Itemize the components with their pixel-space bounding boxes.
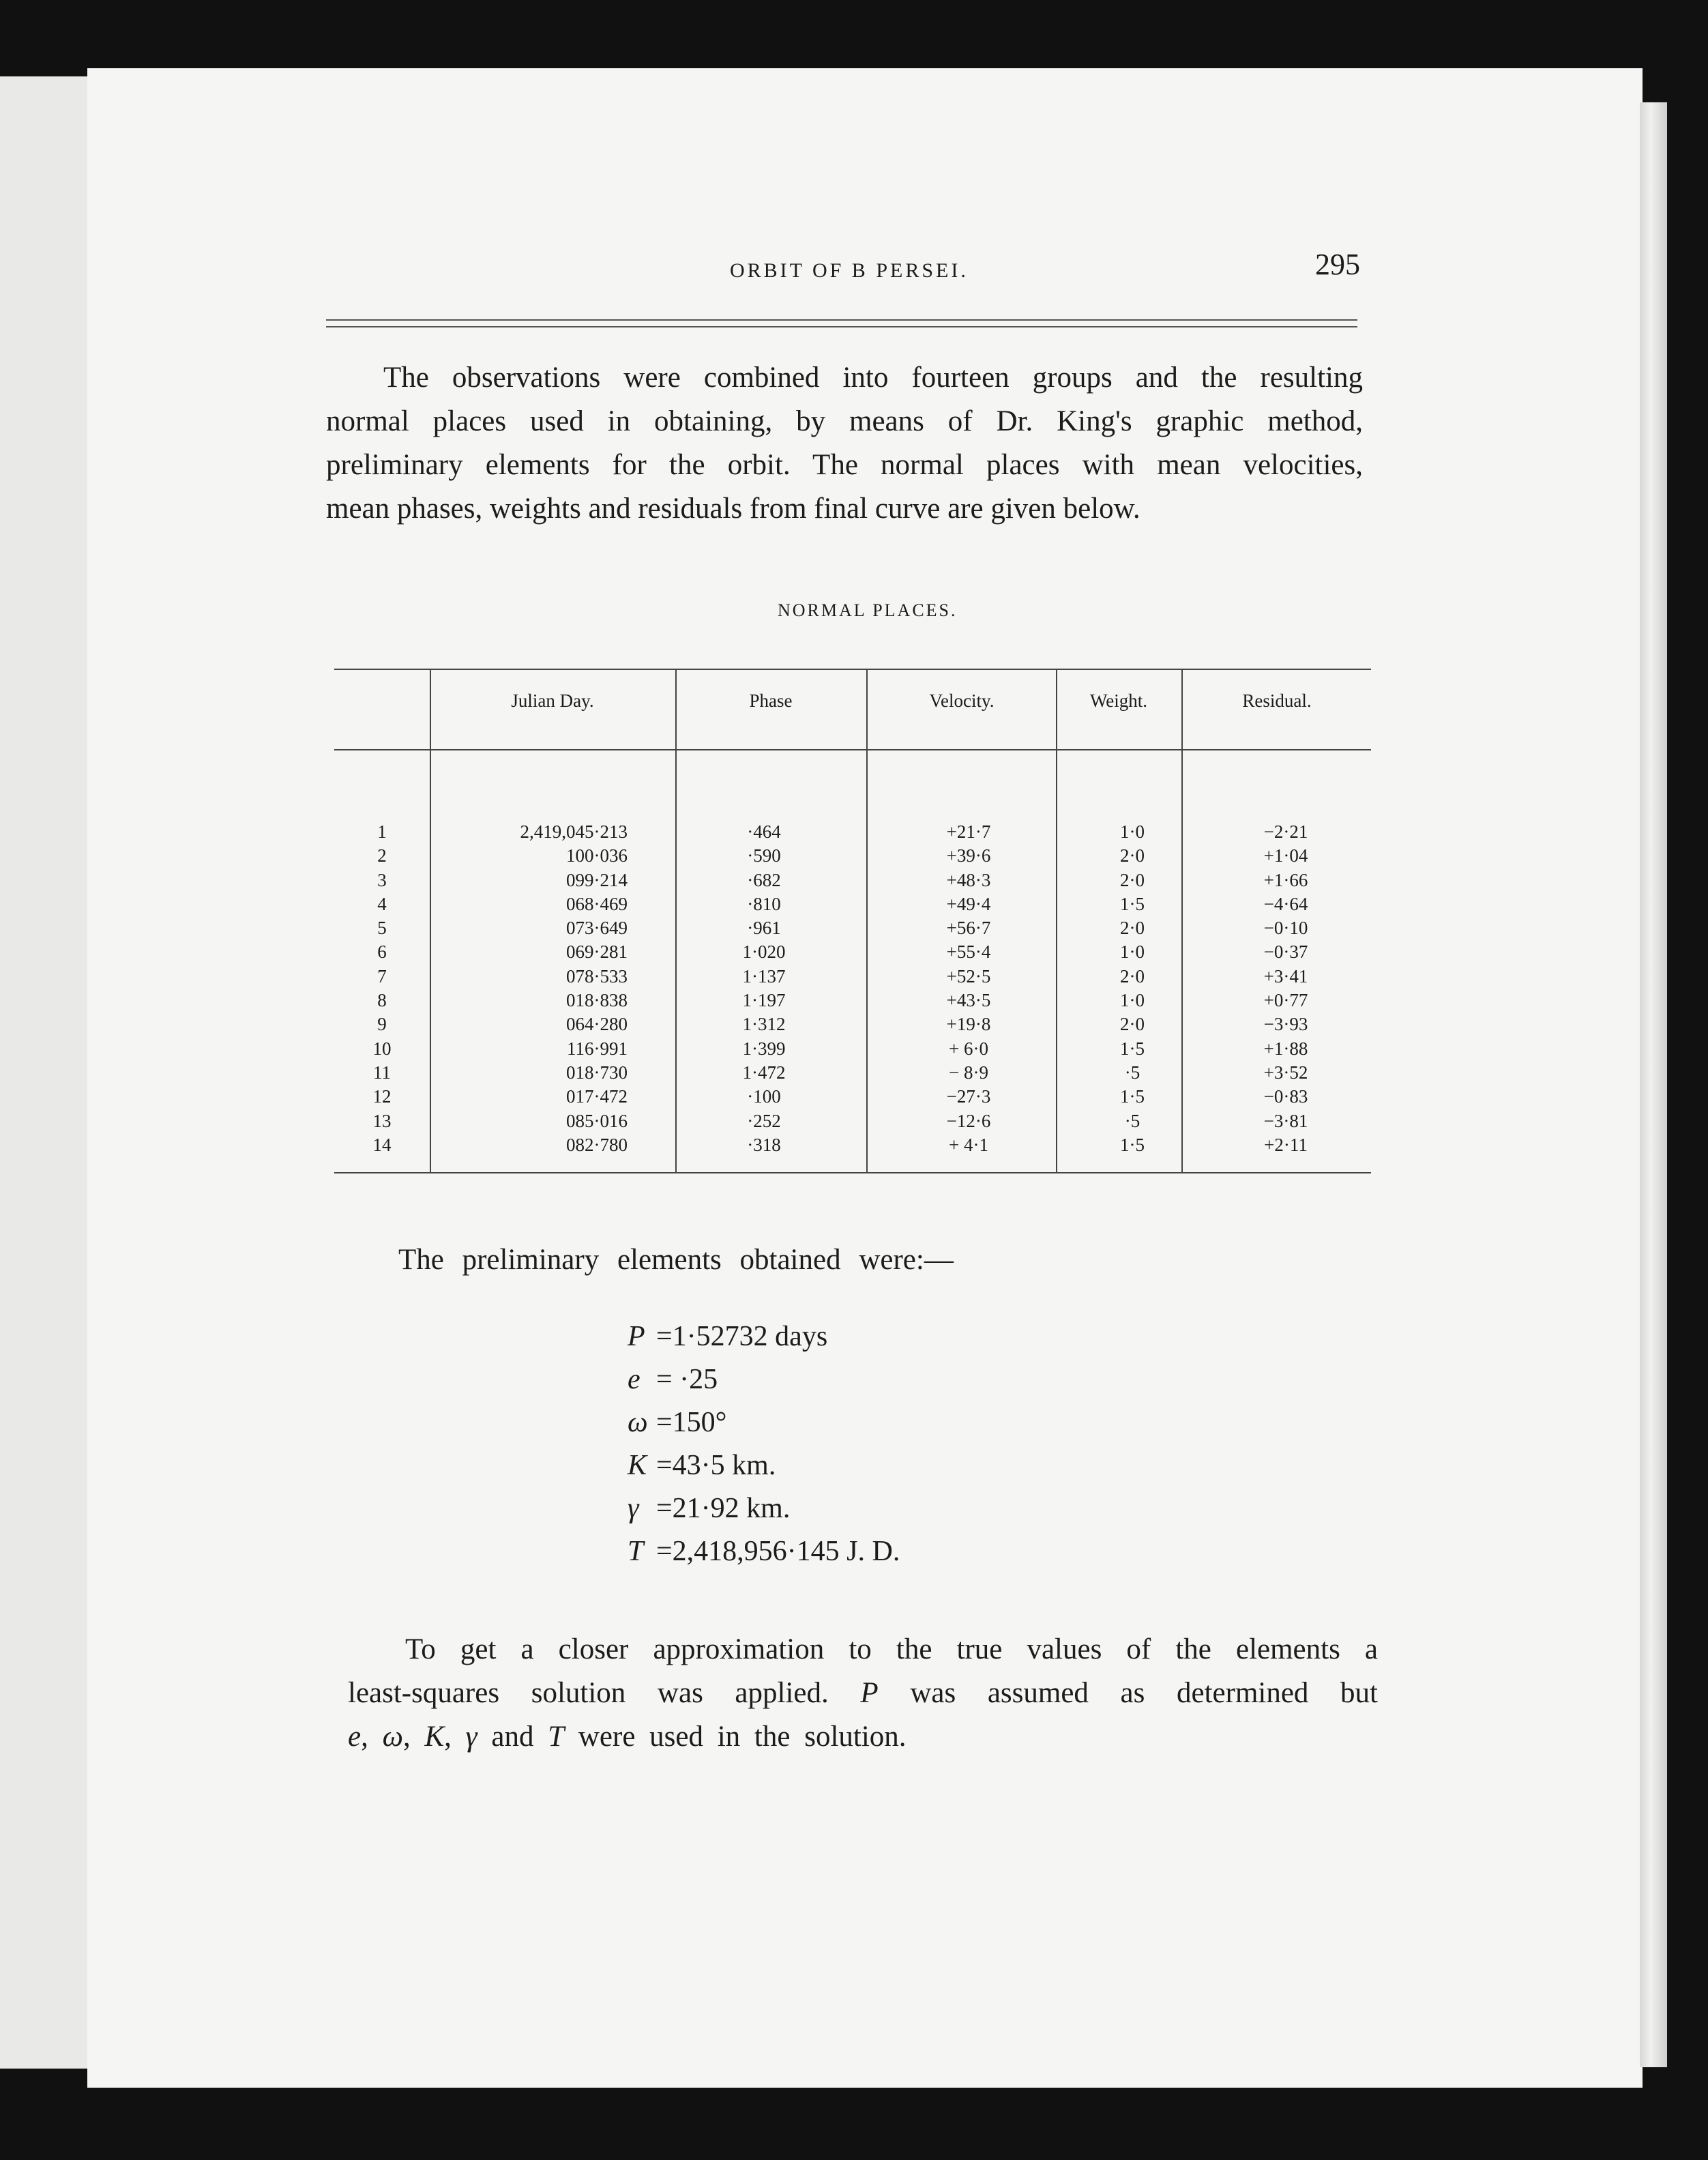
residual-value: −2·21 <box>1263 821 1308 842</box>
phase-value: 1·197 <box>742 990 786 1011</box>
velocity-value: +48·3 <box>946 869 991 890</box>
row-number: 13 <box>372 1110 392 1131</box>
preliminary-lead: The preliminary elements obtained were:— <box>398 1244 954 1276</box>
phase-value: 1·312 <box>742 1014 786 1035</box>
closing-line-2 <box>348 1672 1378 1715</box>
residual-value: −0·37 <box>1263 942 1308 963</box>
symbol-gamma: γ <box>465 1721 477 1753</box>
row-number: 2 <box>377 845 387 866</box>
residual-value: −3·93 <box>1263 1014 1308 1035</box>
weight-value: 1·0 <box>1120 821 1145 842</box>
header-residual: Residual. <box>1242 690 1312 711</box>
table-column-rule <box>430 669 431 1173</box>
residual-value: −4·64 <box>1263 893 1308 914</box>
symbol-k: K <box>424 1721 445 1753</box>
residual-value: +1·88 <box>1263 1038 1308 1059</box>
weight-value: 1·5 <box>1120 1134 1145 1155</box>
facing-page-edge <box>0 76 89 2069</box>
weight-value: 2·0 <box>1120 965 1145 987</box>
element-symbol: T <box>628 1536 644 1567</box>
intro-line: The observations were combined into fourteen groups and the resulting <box>383 362 1363 394</box>
intro-paragraph <box>326 356 1363 531</box>
page-stack-edge <box>1640 102 1667 2067</box>
element-value: =21·92 km. <box>656 1493 791 1524</box>
table-column-rule <box>675 669 677 1173</box>
element-value: =43·5 km. <box>656 1450 776 1481</box>
phase-value: ·682 <box>747 869 781 890</box>
symbol-omega: ω <box>382 1721 403 1753</box>
phase-value: ·464 <box>747 821 781 842</box>
julian-day-value: 064·280 <box>566 1014 628 1035</box>
element-value: =150° <box>656 1407 727 1438</box>
velocity-value: +19·8 <box>946 1014 991 1035</box>
julian-day-value: 018·838 <box>566 990 628 1011</box>
weight-value: 1·5 <box>1120 1086 1145 1107</box>
velocity-value: +43·5 <box>946 990 991 1011</box>
julian-day-value: 2,419,045·213 <box>520 821 628 842</box>
julian-day-value: 078·533 <box>566 965 628 987</box>
symbol-t: T <box>548 1721 565 1753</box>
row-number: 9 <box>377 1014 387 1035</box>
phase-value: ·252 <box>747 1110 781 1131</box>
closing-text: and <box>491 1721 534 1753</box>
row-number: 4 <box>377 893 387 914</box>
velocity-value: +52·5 <box>946 965 991 987</box>
element-row <box>628 1358 900 1401</box>
header-velocity: Velocity. <box>929 690 995 711</box>
residual-value: +3·52 <box>1263 1062 1308 1083</box>
header-rule-2 <box>326 326 1357 327</box>
weight-value: 1·5 <box>1120 893 1145 914</box>
header-weight: Weight. <box>1089 690 1148 711</box>
weight-value: 2·0 <box>1120 918 1145 939</box>
row-number: 1 <box>377 821 387 842</box>
row-number: 6 <box>377 942 387 963</box>
phase-value: 1·020 <box>742 942 786 963</box>
table-column-rule <box>866 669 868 1173</box>
velocity-value: + 6·0 <box>949 1038 988 1059</box>
julian-day-value: 069·281 <box>566 942 628 963</box>
symbol-p: P <box>860 1677 879 1709</box>
phase-value: 1·399 <box>742 1038 786 1059</box>
element-value: =2,418,956·145 J. D. <box>656 1536 900 1567</box>
element-row <box>628 1315 900 1358</box>
intro-line: preliminary elements for the orbit. The normal places with mean velocities, <box>326 449 1363 481</box>
row-number: 14 <box>372 1134 392 1155</box>
residual-value: +0·77 <box>1263 990 1308 1011</box>
header-phase: Phase <box>749 690 793 711</box>
weight-value: 1·5 <box>1120 1038 1145 1059</box>
velocity-value: − 8·9 <box>949 1062 988 1083</box>
weight-value: 2·0 <box>1120 869 1145 890</box>
column-number <box>362 820 402 1157</box>
weight-value: 1·0 <box>1120 990 1145 1011</box>
element-symbol: ω <box>628 1407 648 1438</box>
element-row <box>628 1401 900 1444</box>
row-number: 7 <box>377 965 387 987</box>
preliminary-elements <box>628 1315 900 1573</box>
julian-day-value: 068·469 <box>566 893 628 914</box>
row-number: 8 <box>377 990 387 1011</box>
element-symbol: P <box>628 1321 645 1352</box>
row-number: 5 <box>377 918 387 939</box>
julian-day-value: 100·036 <box>566 845 628 866</box>
element-symbol: e <box>628 1364 640 1395</box>
intro-line: normal places used in obtaining, by means of Dr. King's graphic method, <box>326 405 1363 437</box>
element-value: =1·52732 days <box>656 1321 828 1352</box>
column-julian-day <box>471 820 628 1157</box>
closing-text: was assumed as determined but <box>910 1677 1379 1709</box>
phase-value: 1·137 <box>742 965 786 987</box>
velocity-value: +56·7 <box>946 918 991 939</box>
residual-value: +1·04 <box>1263 845 1308 866</box>
phase-value: 1·472 <box>742 1062 786 1083</box>
table-rule-header <box>334 749 1371 750</box>
phase-value: ·318 <box>747 1134 781 1155</box>
julian-day-value: 018·730 <box>566 1062 628 1083</box>
closing-text: were used in the solution. <box>578 1721 907 1753</box>
closing-text: least-squares solution was applied. <box>348 1677 829 1709</box>
weight-value: 1·0 <box>1120 942 1145 963</box>
weight-value: ·5 <box>1124 1062 1140 1083</box>
element-row <box>628 1444 900 1487</box>
table-rule-bottom <box>334 1172 1371 1173</box>
table-title: NORMAL PLACES. <box>778 600 958 620</box>
closing-line-1: To get a closer approximation to the true values of the elements a <box>405 1633 1378 1665</box>
residual-value: +3·41 <box>1263 965 1308 987</box>
residual-value: −0·83 <box>1263 1086 1308 1107</box>
residual-value: +2·11 <box>1264 1134 1308 1155</box>
intro-line: mean phases, weights and residuals from final curve are given below. <box>326 493 1140 525</box>
closing-line-3: e, ω, K, γ and T were used in the solution. <box>348 1721 907 1753</box>
column-residual <box>1221 820 1351 1157</box>
header-julian-day: Julian Day. <box>511 690 594 711</box>
row-number: 12 <box>372 1086 392 1107</box>
column-phase <box>696 820 832 1157</box>
weight-value: 2·0 <box>1120 845 1145 866</box>
residual-value: −3·81 <box>1263 1110 1308 1131</box>
velocity-value: + 4·1 <box>949 1134 988 1155</box>
julian-day-value: 017·472 <box>566 1086 628 1107</box>
velocity-value: −27·3 <box>946 1086 991 1107</box>
julian-day-value: 082·780 <box>566 1134 628 1155</box>
phase-value: ·100 <box>747 1086 781 1107</box>
julian-day-value: 116·991 <box>567 1038 628 1059</box>
element-value: = ·25 <box>656 1364 718 1395</box>
element-row <box>628 1530 900 1573</box>
row-number: 3 <box>377 869 387 890</box>
row-number: 10 <box>372 1038 392 1059</box>
element-symbol: γ <box>628 1493 639 1524</box>
element-row <box>628 1487 900 1530</box>
velocity-value: +49·4 <box>946 893 991 914</box>
velocity-value: +39·6 <box>946 845 991 866</box>
velocity-value: −12·6 <box>946 1110 991 1131</box>
running-title: ORBIT OF B PERSEI. <box>730 259 969 282</box>
velocity-value: +21·7 <box>946 821 991 842</box>
phase-value: ·590 <box>747 845 781 866</box>
residual-value: +1·66 <box>1263 869 1308 890</box>
residual-value: −0·10 <box>1263 918 1308 939</box>
phase-value: ·961 <box>747 918 781 939</box>
symbol-e: e <box>348 1721 362 1753</box>
velocity-value: +55·4 <box>946 942 991 963</box>
column-velocity <box>880 820 1057 1157</box>
table-rule-top <box>334 669 1371 670</box>
header-rule <box>326 319 1357 321</box>
column-weight <box>1064 820 1201 1157</box>
phase-value: ·810 <box>747 893 781 914</box>
closing-paragraph <box>348 1628 1378 1759</box>
julian-day-value: 073·649 <box>566 918 628 939</box>
normal-places-table <box>334 669 1371 1173</box>
page-number: 295 <box>1315 248 1360 281</box>
julian-day-value: 085·016 <box>566 1110 628 1131</box>
element-symbol: K <box>628 1450 647 1481</box>
julian-day-value: 099·214 <box>566 869 628 890</box>
weight-value: 2·0 <box>1120 1014 1145 1035</box>
row-number: 11 <box>373 1062 391 1083</box>
weight-value: ·5 <box>1124 1110 1140 1131</box>
